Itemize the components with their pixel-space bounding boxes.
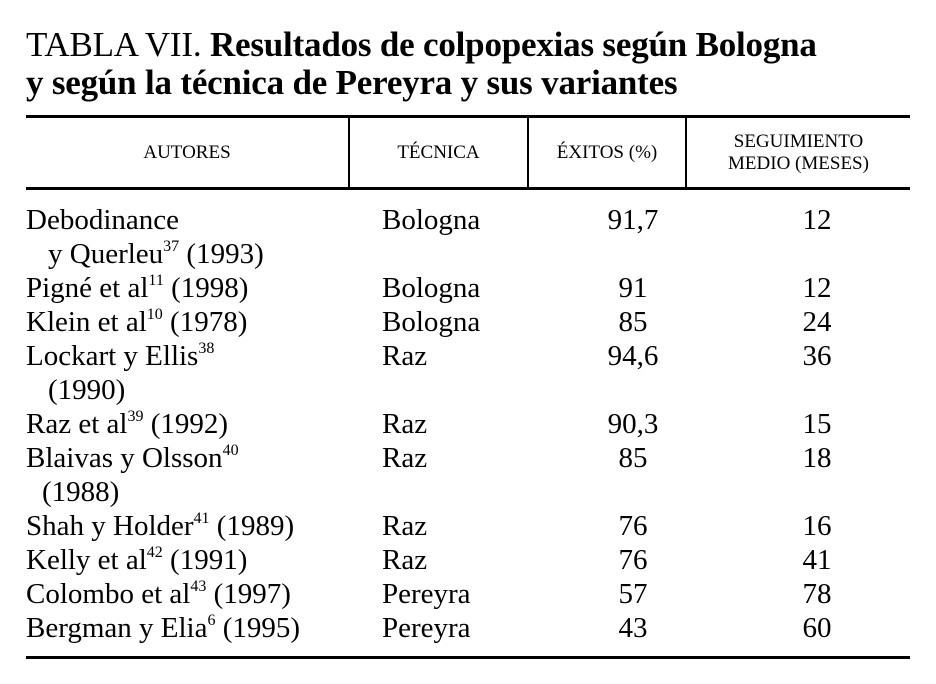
author-name: Klein et al <box>26 306 147 338</box>
header-autores-label: AUTORES <box>143 141 231 163</box>
table-row <box>26 543 910 577</box>
cell-seguimiento: 41 <box>802 544 832 576</box>
cell-exitos: 76 <box>618 510 648 542</box>
cell-exitos: 90,3 <box>607 408 659 440</box>
cell-tecnica: Raz <box>382 510 428 542</box>
author-name: Pigné et al <box>26 272 149 304</box>
cell-autor <box>26 509 381 543</box>
table-label: TABLA VII. <box>26 25 202 64</box>
reference-number: 40 <box>222 442 239 459</box>
cell-autor <box>26 407 381 441</box>
author-name: Debodinance <box>26 204 179 236</box>
cell-exitos: 91,7 <box>607 204 659 236</box>
cell-exitos: 85 <box>618 306 648 338</box>
table-row <box>26 305 910 339</box>
cell-seguimiento: 24 <box>802 306 832 338</box>
cell-exitos: 85 <box>618 442 648 474</box>
author-name: Raz et al <box>26 408 128 440</box>
cell-seguimiento: 16 <box>802 510 832 542</box>
author-name: Shah y Holder <box>26 510 194 542</box>
author-name: Lockart y Ellis <box>26 340 199 372</box>
reference-number: 42 <box>146 544 163 561</box>
author-year: (1992) <box>150 408 229 440</box>
author-continuation <box>26 373 381 407</box>
table-row <box>26 339 910 407</box>
author-year: (1990) <box>48 374 126 406</box>
cell-exitos: 43 <box>618 612 648 644</box>
table-row <box>26 577 910 611</box>
reference-number: 10 <box>146 306 163 323</box>
author-name: Kelly et al <box>26 544 147 576</box>
cell-seguimiento: 12 <box>802 272 832 304</box>
author-year: (1995) <box>222 612 301 644</box>
reference-number: 41 <box>193 510 210 527</box>
author-continuation <box>26 237 381 271</box>
table-body <box>26 203 910 645</box>
reference-number: 11 <box>148 272 164 289</box>
table-caption-line2: y según la técnica de Pereyra y sus variantes <box>26 63 678 102</box>
bottom-rule <box>26 656 910 659</box>
cell-seguimiento: 15 <box>802 408 832 440</box>
header-seguimiento-line2: MEDIO (MESES) <box>728 152 869 174</box>
author-year: (1991) <box>170 544 248 576</box>
cell-autor <box>26 577 381 611</box>
author-year: (1989) <box>216 510 295 542</box>
table-row <box>26 271 910 305</box>
author-name: Bergman y Elia <box>26 612 208 644</box>
cell-autor <box>26 271 381 305</box>
cell-exitos: 76 <box>618 544 648 576</box>
cell-autor <box>26 203 381 271</box>
reference-number: 43 <box>190 578 207 595</box>
cell-exitos: 94,6 <box>607 340 659 372</box>
author-year: (1993) <box>186 238 264 270</box>
cell-seguimiento: 78 <box>802 578 832 610</box>
cell-tecnica: Raz <box>382 544 428 576</box>
cell-seguimiento: 12 <box>802 204 832 236</box>
cell-autor <box>26 339 381 407</box>
cell-tecnica: Bologna <box>382 272 481 304</box>
header-tecnica-label: TÉCNICA <box>397 141 480 163</box>
table-caption-line1: Resultados de colpopexias según Bologna <box>209 25 817 64</box>
cell-autor <box>26 611 381 645</box>
header-exitos-label: ÉXITOS (%) <box>556 141 658 163</box>
author-year: (1978) <box>170 306 248 338</box>
table-row <box>26 407 910 441</box>
reference-number: 37 <box>163 238 180 255</box>
author-name: Blaivas y Olsson <box>26 442 223 474</box>
header-tecnica <box>350 118 527 187</box>
table-title <box>26 26 926 102</box>
author-name: Colombo et al <box>26 578 191 610</box>
header-seguimiento <box>687 118 910 187</box>
cell-tecnica: Pereyra <box>382 578 471 610</box>
author-year: (1998) <box>171 272 249 304</box>
reference-number: 39 <box>127 408 144 425</box>
cell-autor <box>26 441 381 509</box>
header-rule <box>26 187 910 190</box>
cell-seguimiento: 18 <box>802 442 832 474</box>
author-continuation <box>26 475 381 509</box>
author-year: (1988) <box>42 476 120 508</box>
reference-number: 38 <box>198 340 215 357</box>
table-row <box>26 203 910 271</box>
cell-autor <box>26 305 381 339</box>
cell-seguimiento: 36 <box>802 340 832 372</box>
cell-tecnica: Bologna <box>382 306 481 338</box>
cell-tecnica: Pereyra <box>382 612 471 644</box>
cell-exitos: 57 <box>618 578 648 610</box>
table-row <box>26 509 910 543</box>
author-year: (1997) <box>213 578 291 610</box>
cell-seguimiento: 60 <box>802 612 832 644</box>
cell-tecnica: Bologna <box>382 204 481 236</box>
cell-autor <box>26 543 381 577</box>
table-row <box>26 441 910 509</box>
author-name-cont: y Querleu <box>48 238 164 270</box>
cell-tecnica: Raz <box>382 408 428 440</box>
reference-number: 6 <box>207 612 216 629</box>
cell-tecnica: Raz <box>382 340 428 372</box>
cell-tecnica: Raz <box>382 442 428 474</box>
header-exitos <box>529 118 685 187</box>
cell-exitos: 91 <box>618 272 648 304</box>
table-row <box>26 611 910 645</box>
header-autores <box>26 118 348 187</box>
header-seguimiento-line1: SEGUIMIENTO <box>733 130 864 152</box>
